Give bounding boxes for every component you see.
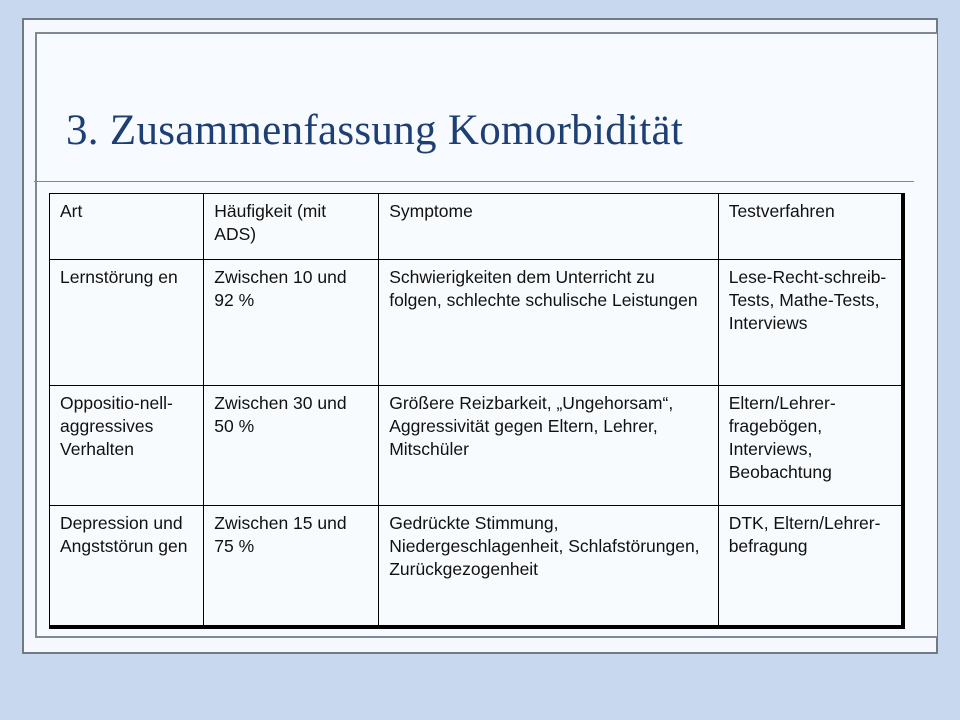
cell-symptoms: Gedrückte Stimmung, Niedergeschlagenheit, Schlafstörungen, Zurückgezogenheit (379, 506, 719, 628)
cell-frequency: Zwischen 30 und 50 % (204, 386, 379, 506)
header-frequency: Häufigkeit (mit ADS) (204, 194, 379, 260)
table-row (50, 260, 904, 386)
cell-test-methods: DTK, Eltern/Lehrer-befragung (718, 506, 903, 628)
header-test-methods: Testverfahren (718, 194, 903, 260)
cell-frequency: Zwischen 15 und 75 % (204, 506, 379, 628)
cell-symptoms: Größere Reizbarkeit, „Ungehorsam“, Aggressivität gegen Eltern, Lehrer, Mitschüler (379, 386, 719, 506)
header-symptoms: Symptome (379, 194, 719, 260)
table-row (50, 506, 904, 628)
cell-art: Oppositio-nell-aggressives Verhalten (50, 386, 204, 506)
cell-test-methods: Lese-Recht-schreib-Tests, Mathe-Tests, Interviews (718, 260, 903, 386)
cell-art: Lernstörung en (50, 260, 204, 386)
comorbidity-table (49, 193, 905, 629)
header-art: Art (50, 194, 204, 260)
title-divider (34, 181, 914, 182)
cell-symptoms: Schwierigkeiten dem Unterricht zu folgen, schlechte schulische Leistungen (379, 260, 719, 386)
cell-test-methods: Eltern/Lehrer-fragebögen, Interviews, Beobachtung (718, 386, 903, 506)
cell-art: Depression und Angststörun gen (50, 506, 204, 628)
slide-title: 3. Zusammenfassung Komorbidität (66, 107, 684, 154)
cell-frequency: Zwischen 10 und 92 % (204, 260, 379, 386)
table-header-row (50, 194, 904, 260)
table-row (50, 386, 904, 506)
